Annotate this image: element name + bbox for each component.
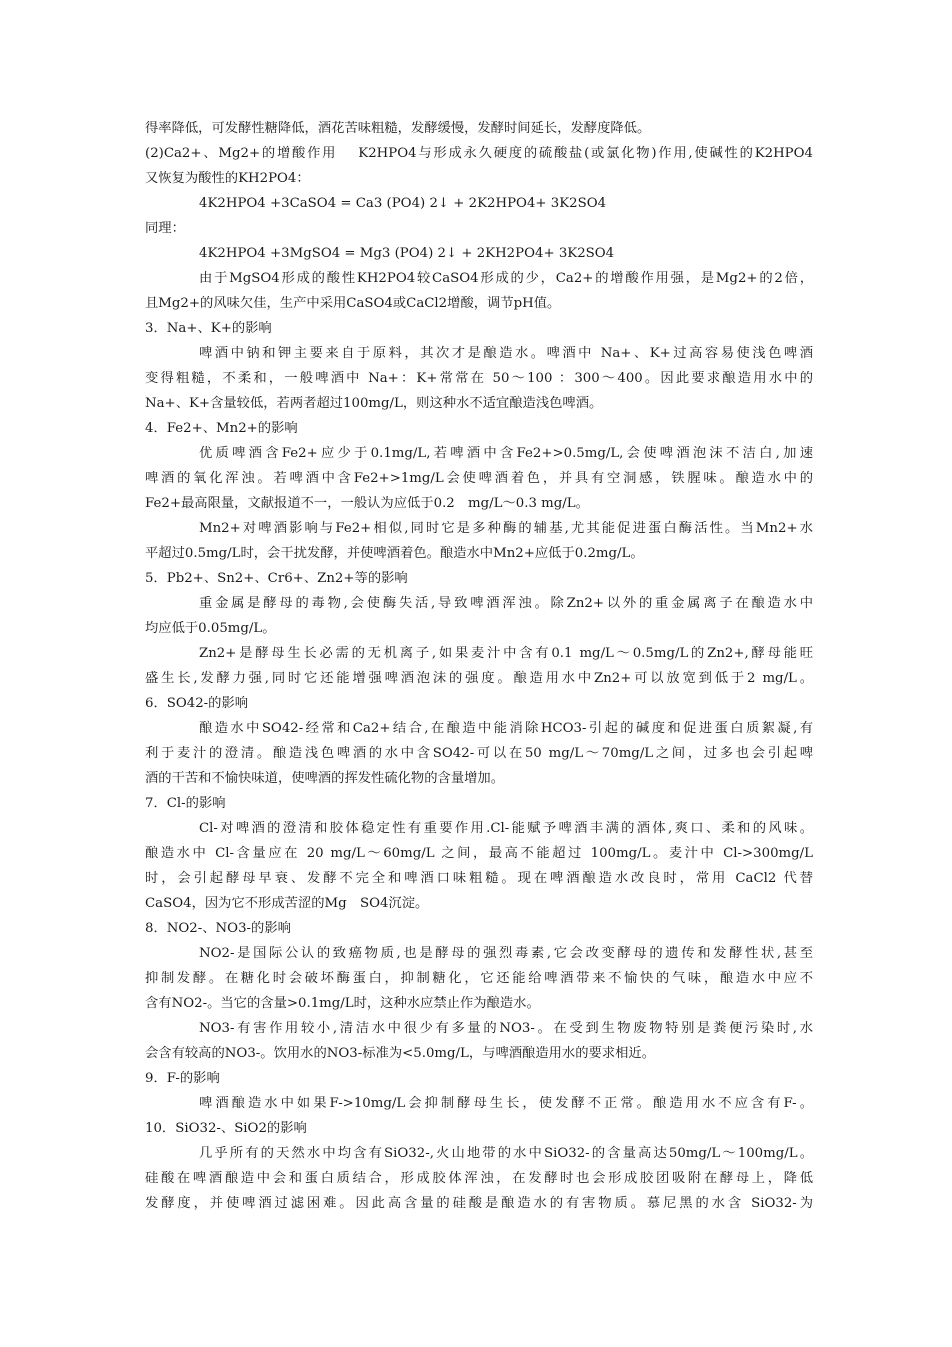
text-line: 均应低于0.05mg/L。 (145, 621, 276, 636)
text-line: 啤酒酿造水中如果F->10mg/L会抑制酵母生长，使发酵不正常。酿造用水不应含有F-。 (199, 1096, 813, 1111)
text-line: (2)Ca2+、Mg2+的增酸作用 K2HPO4与形成永久硬度的硫酸盐(或氯化物)作用,使碱性的K2HPO4 (145, 146, 813, 161)
text-line: NO3-有害作用较小,清洁水中很少有多量的NO3-。在受到生物废物特别是粪便污染时,水 (199, 1021, 813, 1036)
text-line: CaSO4，因为它不形成苦涩的Mg SO4沉淀。 (145, 896, 429, 911)
text-line: 含有NO2-。当它的含量>0.1mg/L时，这种水应禁止作为酿造水。 (145, 996, 540, 1011)
text-line: 优质啤酒含Fe2+应少于0.1mg/L,若啤酒中含Fe2+>0.5mg/L,会使啤酒泡沫不洁白,加速 (199, 446, 813, 461)
text-line: 又恢复为酸性的KH2PO4： (145, 171, 310, 186)
text-line: 7．Cl-的影响 (145, 796, 226, 811)
text-line: 酿造水中 Cl-含量应在 20 mg/L～60mg/L 之间，最高不能超过 100mg/L。麦汁中 Cl->300mg/L (145, 846, 813, 861)
text-line: Zn2+是酵母生长必需的无机离子,如果麦汁中含有0.1 mg/L～0.5mg/L的Zn2+,酵母能旺 (199, 646, 813, 661)
text-line: 硅酸在啤酒酿造中会和蛋白质结合，形成胶体浑浊，在发酵时也会形成胶团吸附在酵母上，降低 (145, 1171, 813, 1186)
text-line: Mn2+对啤酒影响与Fe2+相似,同时它是多种酶的辅基,尤其能促进蛋白酶活性。当Mn2+水 (199, 521, 813, 536)
text-line: 啤酒中钠和钾主要来自于原料，其次才是酿造水。啤酒中 Na+、K+过高容易使浅色啤酒 (199, 346, 813, 361)
text-line: 发酵度，并使啤酒过滤困难。因此高含量的硅酸是酿造水的有害物质。慕尼黑的水含 SiO32-为 (145, 1196, 813, 1211)
text-line: 5．Pb2+、Sn2+、Cr6+、Zn2+等的影响 (145, 571, 408, 586)
text-line: 4K2HPO4 +3MgSO4 = Mg3 (PO4) 2↓ + 2KH2PO4+ 3K2SO4 (199, 246, 615, 261)
text-line: 6．SO42-的影响 (145, 696, 249, 711)
text-line: 酿造水中SO42-经常和Ca2+结合,在酿造中能消除HCO3-引起的碱度和促进蛋白质絮凝,有 (199, 721, 813, 736)
text-line: 且Mg2+的风味欠佳，生产中采用CaSO4或CaCl2增酸，调节pH值。 (145, 296, 561, 311)
text-line: 3．Na+、K+的影响 (145, 321, 272, 336)
text-line: 盛生长,发酵力强,同时它还能增强啤酒泡沫的强度。酿造用水中Zn2+可以放宽到低于2 mg/L。 (145, 671, 813, 686)
text-line: 4．Fe2+、Mn2+的影响 (145, 421, 298, 436)
text-line: 利于麦汁的澄清。酿造浅色啤酒的水中含SO42-可以在50 mg/L～70mg/L之间，过多也会引起啤 (145, 746, 813, 761)
text-line: Na+、K+含量较低，若两者超过100mg/L，则这种水不适宜酿造浅色啤酒。 (145, 396, 603, 411)
document-body (145, 116, 813, 1216)
text-line: 会含有较高的NO3-。饮用水的NO3-标准为<5.0mg/L，与啤酒酿造用水的要求相近。 (145, 1046, 656, 1061)
text-line: 4K2HPO4 +3CaSO4 = Ca3 (PO4) 2↓ + 2K2HPO4+ 3K2SO4 (199, 196, 607, 211)
text-line: 10．SiO32-、SiO2的影响 (145, 1121, 307, 1136)
text-line: 得率降低，可发酵性糖降低，酒花苦味粗糙，发酵缓慢，发酵时间延长，发酵度降低。 (145, 121, 651, 136)
text-line: 变得粗糙，不柔和，一般啤酒中 Na+：K+常常在 50～100 ：300～400。因此要求酿造用水中的 (145, 371, 813, 386)
text-line: Fe2+最高限量，文献报道不一，一般认为应低于0.2 mg/L～0.3 mg/L。 (145, 496, 589, 511)
text-line: 平超过0.5mg/L时，会干扰发酵，并使啤酒着色。酿造水中Mn2+应低于0.2mg/L。 (145, 546, 644, 561)
text-line: 9．F-的影响 (145, 1071, 220, 1086)
text-line: 几乎所有的天然水中均含有SiO32-,火山地带的水中SiO32-的含量高达50mg/L～100mg/L。 (199, 1146, 813, 1161)
text-line: 啤酒的氧化浑浊。若啤酒中含Fe2+>1mg/L会使啤酒着色，并具有空洞感，铁腥味。酿造水中的 (145, 471, 813, 486)
text-line: 抑制发酵。在糖化时会破坏酶蛋白，抑制糖化，它还能给啤酒带来不愉快的气味，酿造水中应不 (145, 971, 813, 986)
text-line: 8．NO2-、NO3-的影响 (145, 921, 291, 936)
text-line: 重金属是酵母的毒物,会使酶失活,导致啤酒浑浊。除Zn2+以外的重金属离子在酿造水中 (199, 596, 813, 611)
text-line: NO2-是国际公认的致癌物质,也是酵母的强烈毒素,它会改变酵母的遗传和发酵性状,甚至 (199, 946, 813, 961)
text-line: 同理： (145, 221, 185, 236)
text-line: 酒的干苦和不愉快味道，使啤酒的挥发性硫化物的含量增加。 (145, 771, 505, 786)
text-line: 时，会引起酵母早衰、发酵不完全和啤酒口味粗糙。现在啤酒酿造水改良时，常用 CaCl2 代替 (145, 871, 813, 886)
text-line: 由于MgSO4形成的酸性KH2PO4较CaSO4形成的少，Ca2+的增酸作用强，是Mg2+的2倍， (199, 271, 813, 286)
text-line: Cl-对啤酒的澄清和胶体稳定性有重要作用.Cl-能赋予啤酒丰满的酒体,爽口、柔和的风味。 (199, 821, 813, 836)
